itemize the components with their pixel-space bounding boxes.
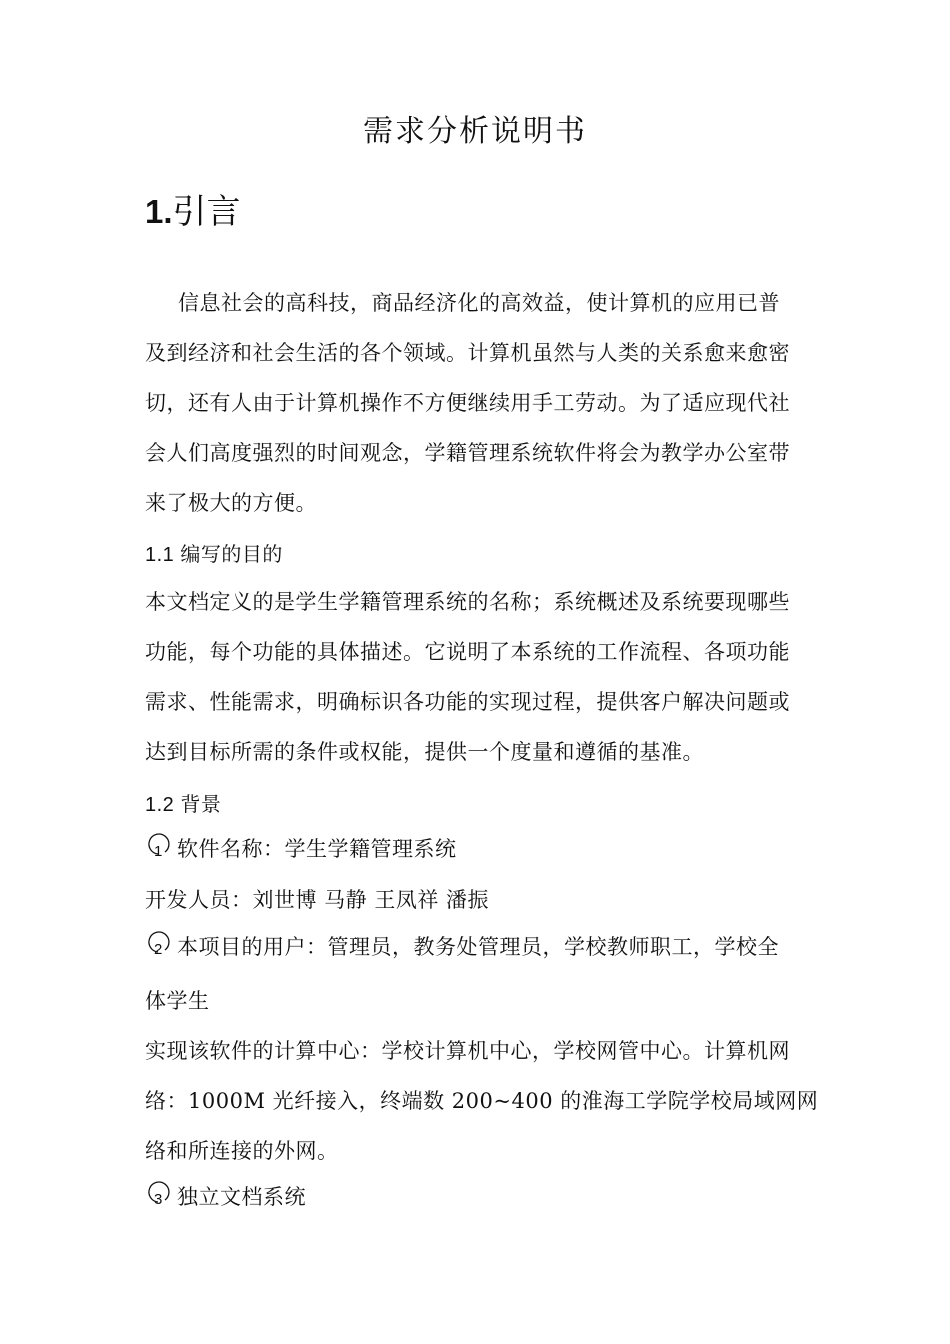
intro-line: 切，还有人由于计算机操作不方便继续用手工劳动。为了适应现代社 [145,391,790,415]
intro-line: 会人们高度强烈的时间观念，学籍管理系统软件将会为教学办公室带 [145,441,790,465]
intro-line: 及到经济和社会生活的各个领域。计算机虽然与人类的关系愈来愈密 [145,341,790,365]
purpose-line: 本文档定义的是学生学籍管理系统的名称；系统概述及系统要现哪些 [145,590,790,614]
list-item-text: 软件名称：学生学籍管理系统 [177,837,457,861]
developers-line: 开发人员：刘世博 马静 王凤祥 潘振 [145,888,490,912]
list-marker-icon: 2 [145,930,175,960]
list-item-text: 独立文档系统 [177,1185,306,1209]
subsection-heading-1-2: 1.2 背景 [145,794,222,816]
center-line: 实现该软件的计算中心：学校计算机中心，学校网管中心。计算机网 [145,1039,790,1063]
list-item [145,930,779,961]
intro-line: 来了极大的方便。 [145,491,317,515]
list-item [145,1180,306,1211]
document-title: 需求分析说明书 [363,114,587,149]
list-item-text: 本项目的用户：管理员，教务处管理员，学校教师职工，学校全 [177,935,779,959]
list-marker-icon: 3 [145,1180,175,1210]
list-item [145,832,457,863]
purpose-line: 需求、性能需求，明确标识各功能的实现过程，提供客户解决问题或 [145,690,790,714]
section-number: 1. [145,193,173,230]
list-item-continuation: 体学生 [145,989,210,1013]
intro-line: 信息社会的高科技，商品经济化的高效益，使计算机的应用已普 [178,291,780,315]
subsection-heading-1-1: 1.1 编写的目的 [145,544,283,566]
center-line: 络和所连接的外网。 [145,1139,339,1163]
purpose-line: 达到目标所需的条件或权能，提供一个度量和遵循的基准。 [145,740,704,764]
center-line: 络：1000M 光纤接入，终端数 200~400 的淮海工学院学校局域网网 [145,1089,819,1113]
purpose-line: 功能，每个功能的具体描述。它说明了本系统的工作流程、各项功能 [145,640,790,664]
section-heading-1 [145,184,241,233]
section-label: 引言 [172,192,241,232]
list-marker-icon: 1 [145,832,175,862]
